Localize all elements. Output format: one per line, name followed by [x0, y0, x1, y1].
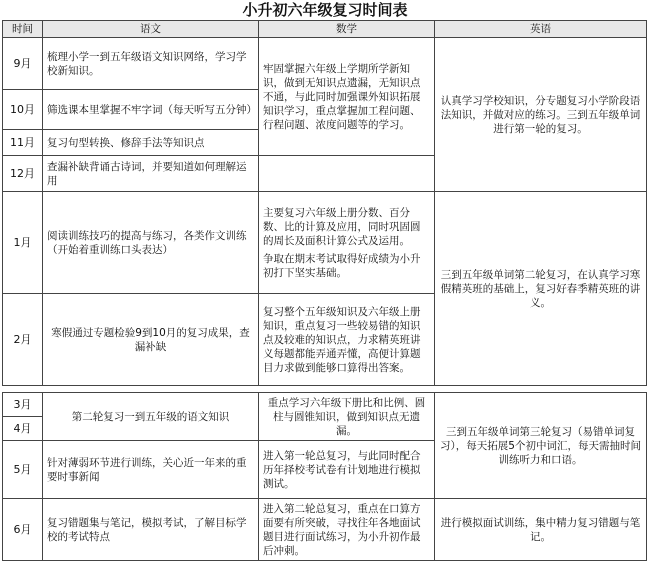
section-gap [3, 386, 647, 393]
header-chinese: 语文 [43, 21, 259, 38]
table-row [3, 393, 647, 417]
chinese-cell: 寒假通过专题检验9到10月的复习成果，查漏补缺 [43, 294, 259, 386]
math-jan-text-1: 主要复习六年级上册分数、百分数、比的计算及应用，同时巩固圆的周长及面积计算公式及运用。 [263, 206, 421, 247]
month-cell: 9月 [3, 38, 43, 90]
month-cell: 4月 [3, 417, 43, 441]
chinese-cell: 第二轮复习一到五年级的语文知识 [43, 393, 259, 441]
month-cell: 12月 [3, 156, 43, 192]
table-row [3, 192, 647, 294]
math-cell: 复习整个五年级知识及六年级上册知识，重点复习一些较易错的知识点及较难的知识点，力求精英班讲义每题都能弄通弄懂，高便计算题目力求做到能够口算得出答案。 [259, 294, 435, 386]
chinese-cell: 梳理小学一到五年级语文知识网络，学习学校新知识。 [43, 38, 259, 90]
math-cell: 重点学习六年级下册比和比例、圆柱与圆锥知识，做到知识点无遗漏。 [259, 393, 435, 441]
table-row [3, 499, 647, 561]
chinese-cell: 复习句型转换、修辞手法等知识点 [43, 130, 259, 156]
month-cell: 10月 [3, 90, 43, 130]
month-cell: 3月 [3, 393, 43, 417]
math-cell [259, 192, 435, 294]
page-title: 小升初六年级复习时间表 [242, 1, 408, 19]
chinese-cell: 复习错题集与笔记，模拟考试，了解目标学校的考试特点 [43, 499, 259, 561]
chinese-cell: 阅读训练技巧的提高与练习，各类作文训练（开始着重训练口头表达） [43, 192, 259, 294]
english-cell: 认真学习学校知识，分专题复习小学阶段语法知识，并做对应的练习。三到五年级单词进行第一轮的复习。 [435, 38, 647, 192]
math-cell-empty [259, 156, 435, 192]
header-time: 时间 [3, 21, 43, 38]
month-cell: 6月 [3, 499, 43, 561]
header-english: 英语 [435, 21, 647, 38]
chinese-cell: 筛选课本里掌握不牢字词（每天听写五分钟） [43, 90, 259, 130]
math-cell: 进入第一轮总复习，与此同时配合历年择校考试卷有计划地进行模拟测试。 [259, 441, 435, 499]
math-cell: 牢固掌握六年级上学期所学新知识，做到无知识点遗漏，无知识点不通，与此同时加强课外知识拓展知识学习，重点掌握加工程问题、行程问题、浓度问题等的学习。 [259, 38, 435, 156]
english-cell: 进行模拟面试训练，集中精力复习错题与笔记。 [435, 499, 647, 561]
math-jan-text-2: 争取在期末考试取得好成绩为小升初打下坚实基础。 [263, 252, 421, 279]
month-cell: 2月 [3, 294, 43, 386]
math-cell: 进入第二轮总复习，重点在口算方面要有所突破，寻找往年各地面试题目进行面试练习，为小升初作最后冲刺。 [259, 499, 435, 561]
month-cell: 5月 [3, 441, 43, 499]
english-cell: 三到五年级单词第二轮复习，在认真学习寒假精英班的基础上，复习好春季精英班的讲义。 [435, 192, 647, 386]
english-cell: 三到五年级单词第三轮复习（易错单词复习），每天拓展5个初中词汇，每天需抽时间训练听力和口语。 [435, 393, 647, 499]
month-cell: 11月 [3, 130, 43, 156]
month-cell: 1月 [3, 192, 43, 294]
table-row [3, 38, 647, 90]
chinese-cell: 针对薄弱环节进行训练，关心近一年来的重要时事新闻 [43, 441, 259, 499]
header-math: 数学 [259, 21, 435, 38]
header-row [3, 21, 647, 38]
chinese-cell: 查漏补缺背诵古诗词，并要知道如何理解运用 [43, 156, 259, 192]
schedule-table [2, 20, 647, 561]
